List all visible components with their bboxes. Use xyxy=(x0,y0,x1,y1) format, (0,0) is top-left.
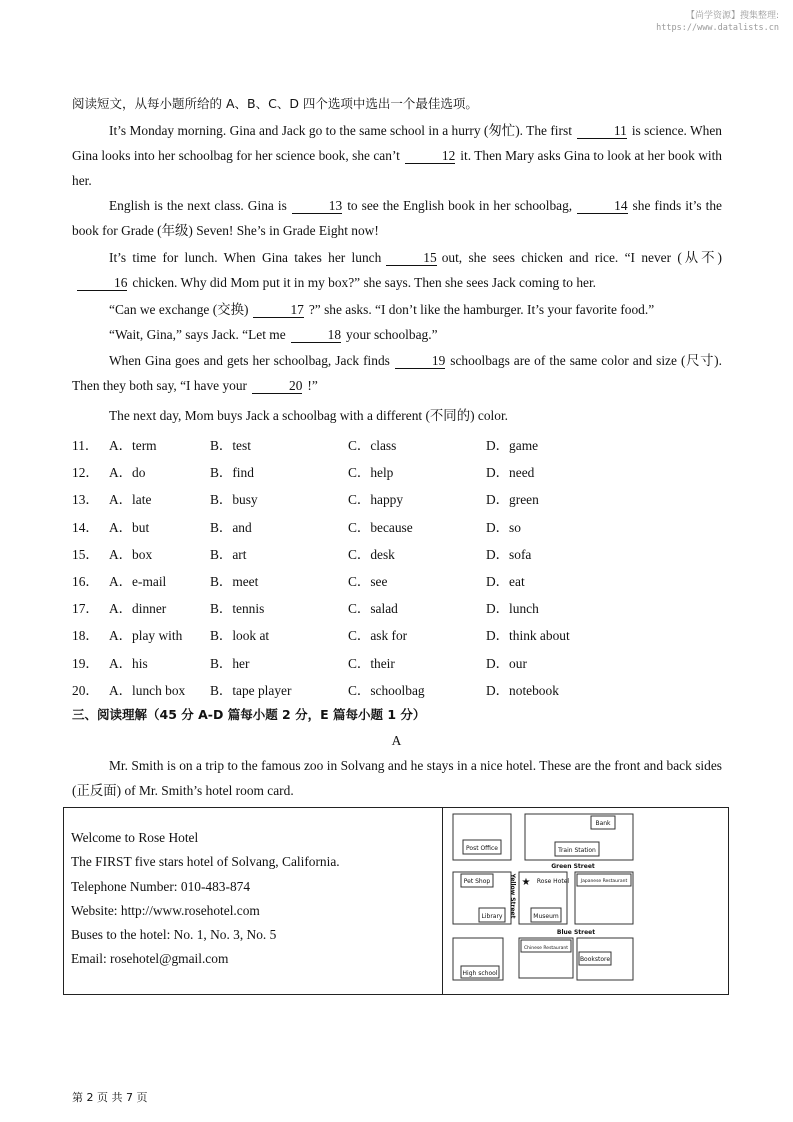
instruction: 阅读短文，从每小题所给的 A、B、C、D 四个选项中选出一个最佳选项。 xyxy=(72,96,478,111)
option-c: C．their xyxy=(348,655,395,671)
paragraph-5: “Wait, Gina,” says Jack. “Let me 18 your schoolbag.” xyxy=(109,327,438,342)
blank-19: 19 xyxy=(395,353,445,369)
map-label-museum: Museum xyxy=(533,913,559,920)
question-number: 18． xyxy=(72,628,99,644)
map-label-rose-hotel: Rose Hotel xyxy=(536,878,570,885)
option-d: D．eat xyxy=(486,573,525,589)
option-c: C．ask for xyxy=(348,628,408,644)
paragraph-4: “Can we exchange (交换) 17 ?” she asks. “I don’t like the hamburger. It’s your favorite food.” xyxy=(109,302,655,317)
post-office-block xyxy=(453,814,511,860)
blank-16: 16 xyxy=(77,275,127,291)
blank-12: 12 xyxy=(405,148,455,164)
question-number: 15． xyxy=(72,546,99,562)
blank-14: 14 xyxy=(577,198,627,214)
question-row xyxy=(72,540,722,567)
option-c: C．class xyxy=(348,438,397,453)
hotel-map xyxy=(443,808,730,994)
paragraph-1: It’s Monday morning. Gina and Jack go to the same school in a hurry (匆忙). The first 11 is science. When Gina looks into her schoolbag for her science book, she can’t 12 it. Then Mary asks Gina to look at her book with her. xyxy=(72,123,723,188)
map-label-bank: Bank xyxy=(595,820,611,827)
card-telephone: Telephone Number: 010-483-874 xyxy=(71,878,251,894)
question-row xyxy=(72,594,722,621)
option-a: A．dinner xyxy=(109,601,167,617)
map-label-bookstore: Bookstore xyxy=(579,956,611,963)
card-tagline: The FIRST five stars hotel of Solvang, California. xyxy=(71,854,340,870)
question-number: 13． xyxy=(72,492,99,508)
question-row xyxy=(72,676,722,703)
option-c: C．because xyxy=(348,519,413,535)
paragraph-3: It’s time for lunch. When Gina takes her lunch 15 out, she sees chicken and rice. “I never (从不)16 chicken. Why did Mom put it in my box?” she says. Then she sees Jack coming to her. xyxy=(72,245,722,295)
map-label-chinese-restaurant: Chinese Restaurant xyxy=(523,946,569,951)
card-email: Email: rosehotel@gmail.com xyxy=(71,951,229,967)
question-options xyxy=(72,431,722,703)
option-b: B．meet xyxy=(210,573,259,589)
option-a: A．term xyxy=(109,438,157,453)
option-a: A．box xyxy=(109,546,153,562)
option-c: C．schoolbag xyxy=(348,682,425,698)
watermark xyxy=(656,10,779,34)
option-a: A．do xyxy=(109,465,146,481)
paragraph-6: When Gina goes and gets her schoolbag, Jack finds 19 schoolbags are of the same color and size (尺寸). Then they both say, “I have your 20 !” xyxy=(72,353,722,393)
map-label-library: Library xyxy=(481,913,503,920)
option-d: D．so xyxy=(486,519,521,535)
map-label-blue-street: Blue Street xyxy=(556,929,596,936)
question-number: 16． xyxy=(72,573,99,589)
section-heading: 三、阅读理解（45 分 A-D 篇每小题 2 分，E 篇每小题 1 分） xyxy=(72,707,426,722)
option-b: B．busy xyxy=(210,492,258,508)
option-b: B．look at xyxy=(210,628,270,644)
card-welcome: Welcome to Rose Hotel xyxy=(71,830,199,845)
option-a: A．play with xyxy=(109,628,183,644)
question-row xyxy=(72,649,722,676)
option-a: A．e-mail xyxy=(109,573,167,589)
question-row xyxy=(72,485,722,512)
option-c: C．help xyxy=(348,465,394,481)
blank-17: 17 xyxy=(253,302,303,318)
option-b: B．tape player xyxy=(210,682,292,698)
option-a: A．but xyxy=(109,519,150,535)
option-d: D．notebook xyxy=(486,682,559,698)
paragraph-2: English is the next class. Gina is 13 to see the English book in her schoolbag, 14 she finds it’s the book for Grade (年级) Seven! She’s in Grade Eight now! xyxy=(72,198,722,238)
watermark-line2: https://www.datalists.cn xyxy=(656,23,779,33)
blank-11: 11 xyxy=(577,123,627,139)
blank-13: 13 xyxy=(292,198,342,214)
map-label-yellow-street: Yellow Street xyxy=(509,873,516,919)
blank-20: 20 xyxy=(252,378,302,394)
option-a: A．his xyxy=(109,655,148,671)
map-label-train-station: Train Station xyxy=(558,847,596,854)
question-row xyxy=(72,458,722,485)
question-number: 19． xyxy=(72,655,99,671)
star-icon: ★ xyxy=(521,877,531,888)
question-row xyxy=(72,513,722,540)
map-label-pet-shop: Pet Shop xyxy=(463,878,491,885)
question-number: 20． xyxy=(72,682,99,698)
option-d: D．sofa xyxy=(486,546,532,562)
paragraph-7: The next day, Mom buys Jack a schoolbag with a different (不同的) color. xyxy=(109,408,509,423)
part-letter: A xyxy=(391,733,402,748)
option-d: D．our xyxy=(486,655,527,671)
option-c: C．desk xyxy=(348,546,395,562)
watermark-line1: 【尚学资源】搜集整理: xyxy=(685,11,779,21)
map-label-japanese-restaurant: Japanese Restaurant xyxy=(580,879,628,884)
hotel-room-card xyxy=(63,807,729,995)
map-label-green-street: Green Street xyxy=(551,863,595,870)
question-number: 14． xyxy=(72,519,99,535)
option-b: B．and xyxy=(210,519,252,535)
blank-18: 18 xyxy=(291,327,341,343)
option-d: D．game xyxy=(486,438,539,453)
option-b: B．test xyxy=(210,438,251,453)
option-d: D．think about xyxy=(486,628,570,644)
question-row xyxy=(72,621,722,648)
option-d: D．green xyxy=(486,492,539,508)
option-b: B．tennis xyxy=(210,601,265,617)
question-row xyxy=(72,431,722,458)
map-svg xyxy=(443,808,730,994)
option-c: C．salad xyxy=(348,601,398,617)
option-d: D．need xyxy=(486,465,535,481)
question-number: 11． xyxy=(72,438,99,453)
option-b: B．find xyxy=(210,465,254,481)
page-footer: 第 2 页 共 7 页 xyxy=(72,1091,148,1104)
card-front xyxy=(71,826,340,972)
card-website: Website: http://www.rosehotel.com xyxy=(71,902,260,918)
question-number: 12． xyxy=(72,465,99,481)
option-b: B．art xyxy=(210,546,247,562)
option-a: A．late xyxy=(109,492,152,508)
blank-15: 15 xyxy=(386,250,436,266)
option-b: B．her xyxy=(210,655,250,671)
question-row xyxy=(72,567,722,594)
option-c: C．see xyxy=(348,573,388,589)
option-d: D．lunch xyxy=(486,601,539,617)
map-label-high-school: High school xyxy=(462,970,498,977)
option-a: A．lunch box xyxy=(109,682,186,698)
map-label-post-office: Post Office xyxy=(466,845,498,852)
question-number: 17． xyxy=(72,601,99,617)
card-buses: Buses to the hotel: No. 1, No. 3, No. 5 xyxy=(71,927,277,943)
option-c: C．happy xyxy=(348,492,404,508)
chinese-restaurant-block xyxy=(519,938,573,978)
intro-paragraph: Mr. Smith is on a trip to the famous zoo in Solvang and he stays in a nice hotel. These are the front and back sides (正反面) of Mr. Smith’s hotel room card. xyxy=(72,758,722,798)
